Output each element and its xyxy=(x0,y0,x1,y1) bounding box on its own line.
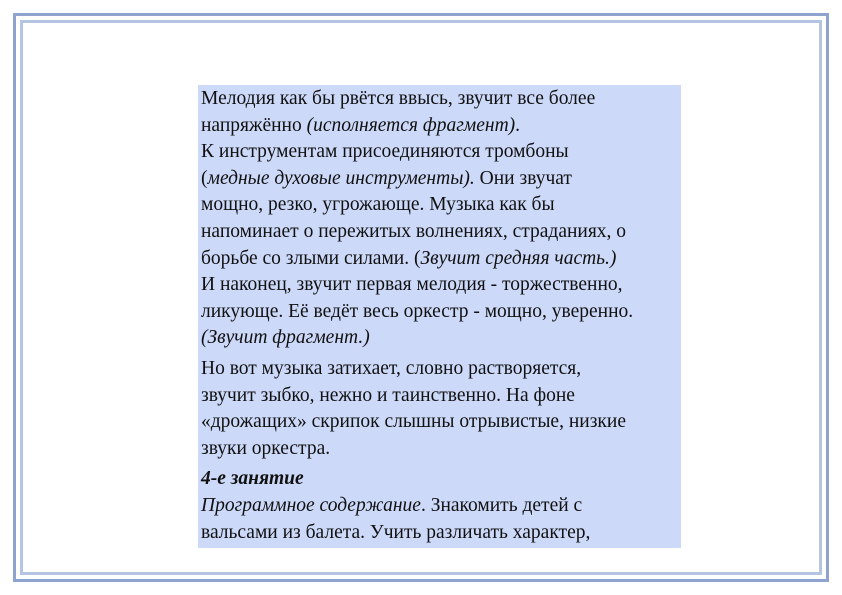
text-line-15 xyxy=(201,493,678,520)
text-line-7 xyxy=(201,246,678,273)
text-run: борьбе со злыми силами. ( xyxy=(201,247,421,269)
text-run: ликующе. Её ведёт весь оркестр - мощно, уверенно. xyxy=(201,300,634,322)
text-run: Они звучат xyxy=(474,167,572,189)
text-run: Но вот музыка затихает, словно растворяется, xyxy=(201,357,582,379)
italic-run: медные духовые инструменты). xyxy=(207,167,475,189)
text-line-3 xyxy=(201,139,678,166)
text-line-8 xyxy=(201,272,678,299)
text-line-4 xyxy=(201,166,678,193)
text-line-11 xyxy=(201,356,678,383)
text-line-16 xyxy=(201,520,678,547)
text-run: напряжённо xyxy=(201,114,307,136)
text-line-2 xyxy=(201,113,678,140)
italic-run: (Звучит фрагмент.) xyxy=(201,327,370,349)
text-line-13 xyxy=(201,409,678,436)
italic-run: Программное содержание xyxy=(201,494,421,516)
lesson-heading: 4-е занятие xyxy=(201,468,304,490)
text-line-12 xyxy=(201,383,678,410)
text-run: звуки оркестра. xyxy=(201,437,331,459)
text-run: вальсами из балета. Учить различать характер, xyxy=(201,521,591,543)
text-line-1 xyxy=(201,86,678,113)
italic-run: (исполняется фрагмент) xyxy=(306,114,516,136)
text-line-10 xyxy=(201,325,678,352)
text-run: мощно, резко, угрожающе. Музыка как бы xyxy=(201,194,555,216)
text-run: К инструментам присоединяются тромбоны xyxy=(201,141,569,163)
text-line-6 xyxy=(201,219,678,246)
text-run: напоминает о пережитых волнениях, страданиях, о xyxy=(201,220,627,242)
text-run: «дрожащих» скрипок слышны отрывистые, низкие xyxy=(201,411,626,433)
text-run: И наконец, звучит первая мелодия - торжественно, xyxy=(201,274,623,296)
text-line-14 xyxy=(201,436,678,463)
text-run: . Знакомить детей с xyxy=(420,494,583,516)
text-line-9 xyxy=(201,299,678,326)
text-block xyxy=(198,85,681,548)
text-run: звучит зыбко, нежно и таинственно. На фоне xyxy=(201,384,575,406)
text-run: Мелодия как бы рвётся ввысь, звучит все более xyxy=(201,88,596,109)
italic-run: Звучит средняя часть.) xyxy=(420,247,617,269)
text-run: . xyxy=(515,114,521,136)
text-line-5 xyxy=(201,192,678,219)
text-run: ( xyxy=(201,167,208,189)
